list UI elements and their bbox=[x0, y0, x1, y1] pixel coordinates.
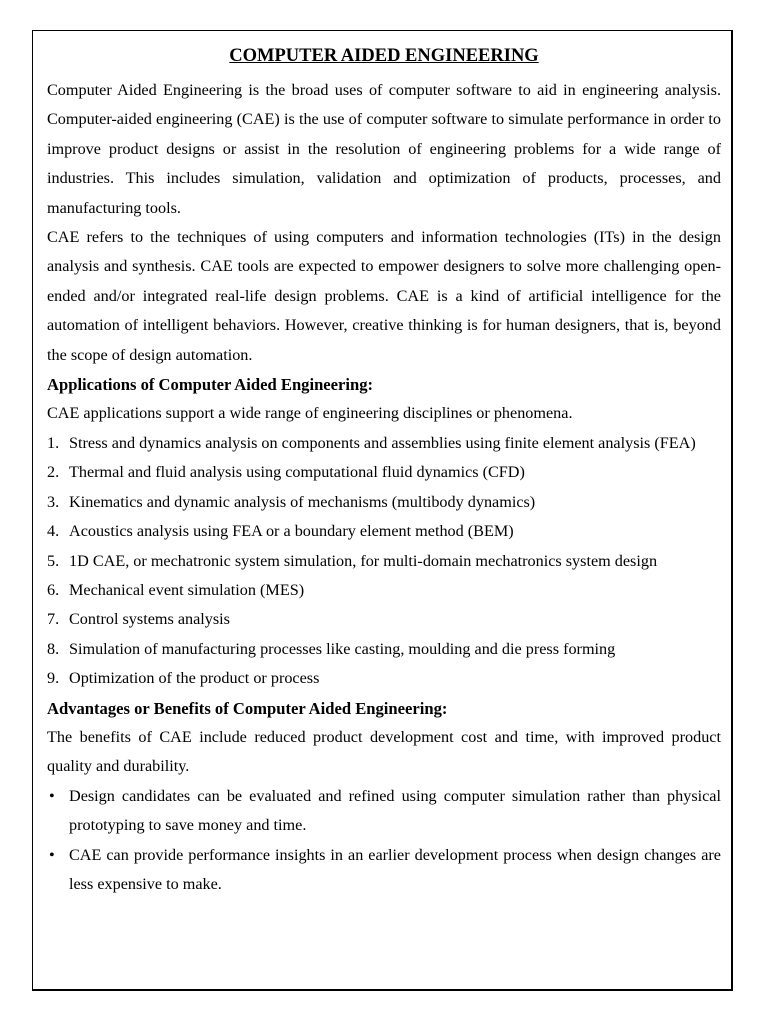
list-item bbox=[47, 576, 721, 605]
list-item bbox=[47, 605, 721, 634]
list-number: 8. bbox=[47, 639, 60, 658]
list-number: 3. bbox=[47, 492, 60, 511]
list-item-text: Stress and dynamics analysis on components and assemblies using finite element analysis (FEA) bbox=[69, 433, 696, 452]
list-item-text: 1D CAE, or mechatronic system simulation, for multi-domain mechatronics system design bbox=[69, 551, 658, 570]
list-number: 6. bbox=[47, 580, 60, 599]
list-item bbox=[47, 429, 721, 458]
list-item bbox=[47, 517, 721, 546]
list-item bbox=[47, 664, 721, 693]
list-number: 7. bbox=[47, 610, 60, 629]
applications-list bbox=[47, 429, 721, 694]
advantages-heading: Advantages or Benefits of Computer Aided Engineering: bbox=[47, 698, 448, 718]
list-item-text: Simulation of manufacturing processes like casting, moulding and die press forming bbox=[69, 639, 616, 658]
list-item-text: Mechanical event simulation (MES) bbox=[69, 580, 305, 599]
intro-paragraph-2: CAE refers to the techniques of using computers and information technologies (ITs) in the design analysis and synthesis. CAE tools are expected to empower designers to solve more challenging open-ended and/or integrated real-life design problems. CAE is a kind of artificial intelligence for the automation of intelligent behaviors. However, creative thinking is for human designers, that is, beyond the scope of design automation. bbox=[47, 228, 721, 364]
list-item-text: Optimization of the product or process bbox=[69, 669, 320, 688]
list-item-text: Acoustics analysis using FEA or a boundary element method (BEM) bbox=[69, 522, 514, 541]
intro-paragraph-1: Computer Aided Engineering is the broad uses of computer software to aid in engineering analysis. Computer-aided engineering (CAE) is the use of computer software to simulate performance in order to improve product designs or assist in the resolution of engineering problems for a wide range of industries. This includes simulation, validation and optimization of products, processes, and manufacturing tools. bbox=[47, 81, 721, 217]
advantages-list bbox=[47, 782, 721, 900]
list-item bbox=[47, 458, 721, 487]
document-body bbox=[47, 42, 721, 899]
list-number: 9. bbox=[47, 669, 60, 688]
list-item bbox=[47, 841, 721, 900]
list-item-text: CAE can provide performance insights in an earlier development process when design changes are less expensive to make. bbox=[69, 845, 721, 893]
list-item-text: Design candidates can be evaluated and refined using computer simulation rather than physical prototyping to save money and time. bbox=[69, 786, 721, 835]
list-number: 5. bbox=[47, 551, 60, 570]
bullet-icon: • bbox=[49, 786, 55, 805]
list-item-text: Control systems analysis bbox=[69, 610, 230, 629]
applications-heading: Applications of Computer Aided Engineering: bbox=[47, 375, 374, 395]
list-item bbox=[47, 488, 721, 517]
list-item bbox=[47, 635, 721, 664]
list-item bbox=[47, 547, 721, 576]
list-item bbox=[47, 782, 721, 841]
list-number: 2. bbox=[47, 463, 60, 482]
document-title: COMPUTER AIDED ENGINEERING bbox=[229, 46, 539, 66]
bullet-icon: • bbox=[49, 845, 55, 864]
applications-intro: CAE applications support a wide range of engineering disciplines or phenomena. bbox=[47, 404, 573, 423]
list-item-text: Thermal and fluid analysis using computational fluid dynamics (CFD) bbox=[69, 463, 525, 482]
advantages-intro: The benefits of CAE include reduced product development cost and time, with improved product quality and durability. bbox=[47, 727, 721, 776]
list-item-text: Kinematics and dynamic analysis of mechanisms (multibody dynamics) bbox=[69, 492, 536, 511]
list-number: 1. bbox=[47, 433, 60, 452]
list-number: 4. bbox=[47, 522, 60, 541]
